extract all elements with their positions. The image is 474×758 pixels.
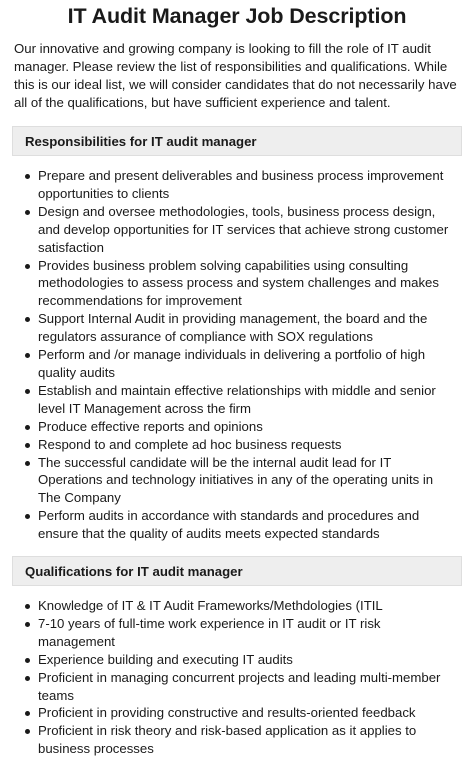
list-item xyxy=(38,167,462,203)
list-item-text: Proficient in managing concurrent projects and leading multi-member teams xyxy=(38,669,441,703)
bullet-icon xyxy=(25,711,30,716)
list-item-text: Proficient in risk theory and risk-based application as it applies to business processes xyxy=(38,723,417,757)
list-item xyxy=(38,597,462,615)
qualifications-header: Qualifications for IT audit manager xyxy=(12,556,462,586)
list-item-text: Support Internal Audit in providing management, the board and the regulators assurance of compliance with SOX regulations xyxy=(38,311,428,345)
list-item-text: Establish and maintain effective relationships with middle and senior level IT Management across the firm xyxy=(38,382,436,416)
page-title: IT Audit Manager Job Description xyxy=(67,4,407,28)
list-item-text: Proficient in providing constructive and results-oriented feedback xyxy=(38,705,416,721)
list-item xyxy=(38,651,462,669)
list-item xyxy=(38,382,462,418)
list-item xyxy=(38,615,462,651)
bullet-icon xyxy=(25,514,30,519)
list-item-text: Knowledge of IT & IT Audit Frameworks/Methdologies (ITIL xyxy=(38,598,383,614)
bullet-icon xyxy=(25,604,30,609)
bullet-icon xyxy=(25,264,30,269)
responsibilities-header: Responsibilities for IT audit manager xyxy=(12,126,462,156)
list-item xyxy=(38,310,462,346)
responsibilities-list xyxy=(12,167,462,543)
bullet-icon xyxy=(25,210,30,215)
list-item xyxy=(38,257,462,311)
list-item-text: Prepare and present deliverables and business process improvement opportunities to clients xyxy=(38,168,444,201)
list-item xyxy=(38,722,462,758)
bullet-icon xyxy=(25,676,30,681)
list-item-text: Provides business problem solving capabilities using consulting methodologies to assess process and system challenges and makes recommendations for improvement xyxy=(38,257,439,309)
list-item-text: Respond to and complete ad hoc business requests xyxy=(38,436,342,452)
bullet-icon xyxy=(25,425,30,430)
list-item xyxy=(38,346,462,382)
list-item xyxy=(38,418,462,436)
list-item xyxy=(38,436,462,454)
list-item-text: Perform and /or manage individuals in delivering a portfolio of high quality audits xyxy=(38,347,426,380)
qualifications-list xyxy=(12,597,462,758)
list-item-text: Produce effective reports and opinions xyxy=(38,418,263,434)
bullet-icon xyxy=(25,389,30,394)
list-item xyxy=(38,669,462,705)
list-item xyxy=(38,203,462,257)
list-item-text: The successful candidate will be the internal audit lead for IT Operations and technology initiatives in any of the operating units in The Company xyxy=(38,454,434,506)
intro-paragraph: Our innovative and growing company is looking to fill the role of IT audit manager. Please review the list of responsibilities and qualifications. While this is our ideal list, we will consider candidates that do not necessarily have all of the qualifications, but have sufficient experience and talent. xyxy=(14,41,457,110)
bullet-icon xyxy=(25,461,30,466)
list-item xyxy=(38,454,462,508)
bullet-icon xyxy=(25,353,30,358)
bullet-icon xyxy=(25,317,30,322)
list-item xyxy=(38,704,462,722)
list-item xyxy=(38,507,462,543)
bullet-icon xyxy=(25,658,30,663)
list-item-text: 7-10 years of full-time work experience in IT audit or IT risk management xyxy=(38,615,381,649)
bullet-icon xyxy=(25,443,30,448)
bullet-icon xyxy=(25,729,30,734)
list-item-text: Perform audits in accordance with standards and procedures and ensure that the quality of audits meets expected standards xyxy=(38,508,420,542)
list-item-text: Experience building and executing IT audits xyxy=(38,651,293,667)
bullet-icon xyxy=(25,622,30,627)
list-item-text: Design and oversee methodologies, tools, business process design, and develop opportunities for IT services that achieve strong customer satisfaction xyxy=(38,203,449,255)
bullet-icon xyxy=(25,174,30,179)
